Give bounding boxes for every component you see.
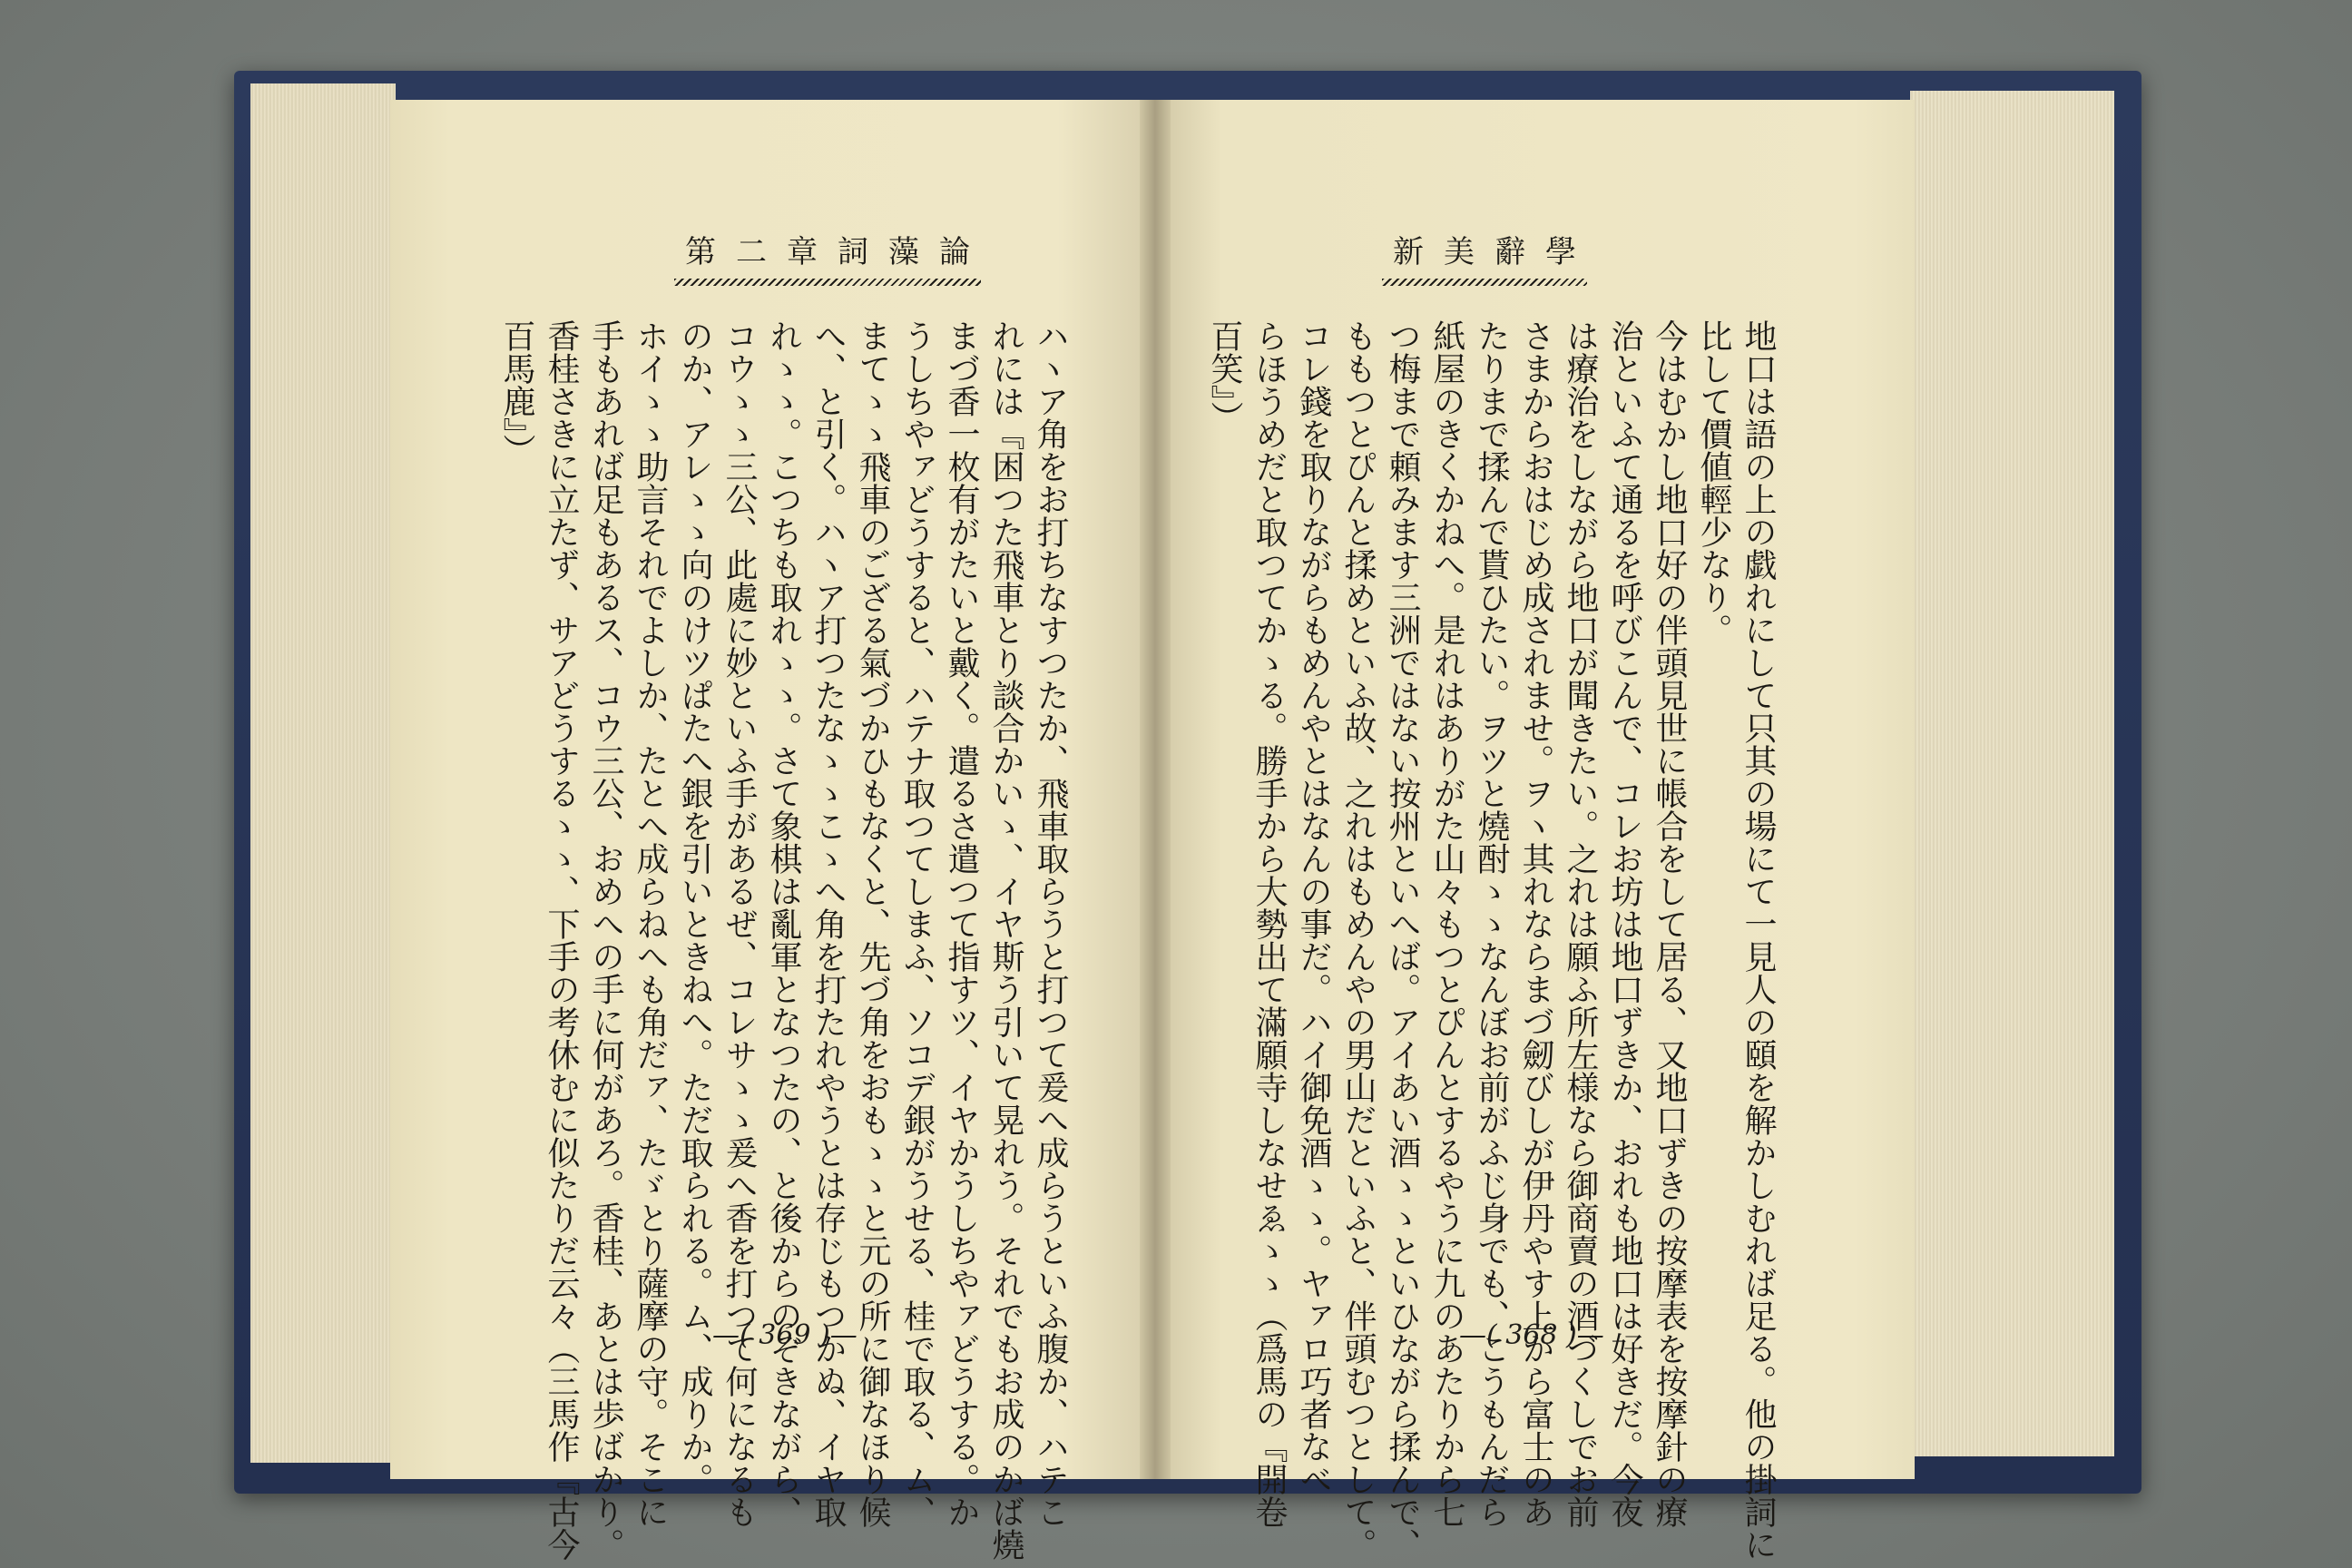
text-line: 紙屋のきくかねへ。是れはありがた山々もつとぴんとするやうに九のあたりから七 bbox=[1428, 319, 1465, 1528]
text-line: ホイゝゝ助言それでよしか、たとへ成らねへも角だァ、たゞとり薩摩の守。そこに bbox=[632, 319, 669, 1528]
page-number-right: —( 368 )— bbox=[1459, 1319, 1604, 1351]
text-line: れゝゝ。こつちも取れゝゝ。さて象棋は亂軍となつたの、と後からのぞきながら、 bbox=[765, 319, 802, 1528]
text-line: うしちやァどうすると、ハテナ取つてしまふ、ソコデ銀がうせる、桂で取る、ム、 bbox=[898, 319, 936, 1528]
text-line: まてゝゝ飛車のござる氣づかひもなくと、先づ角をおもゝゝと元の所に御なほり候 bbox=[854, 319, 891, 1528]
text-line: コウゝゝ三公、此處に妙といふ手があるぜ、コレサゝゝ爰へ香を打つて何になるも bbox=[720, 319, 758, 1528]
text-line: 百馬鹿』） bbox=[498, 319, 535, 466]
text-line: らほうめだと取つてかゝる。勝手から大勢出て滿願寺しなせゑゝゝ（爲馬の『開卷 bbox=[1250, 319, 1288, 1528]
text-line: さまからおはじめ成されませ。ヲヽ其れならまづ劒びしが伊丹やす上から富士のあ bbox=[1517, 319, 1554, 1528]
text-line: コレ錢を取りながらもめんやとはなんの事だ。ハイ御免酒ゝゝ。ヤァロ巧者なべ bbox=[1295, 319, 1332, 1495]
text-line: ハヽア角をお打ちなすつたか、飛車取らうと打つて爰へ成らうといふ腹か、ハテこ bbox=[1032, 319, 1069, 1528]
left-page-text bbox=[495, 319, 1073, 1561]
text-line: ももつとぴんと揉めといふ故、之れはもめんやの男山だといふと、伴頭むつとして。 bbox=[1339, 319, 1377, 1561]
text-line: まづ香一枚有がたいと戴く。遣るさ遣つて指すツ、イヤかうしちやァどうする。か bbox=[943, 319, 980, 1528]
page-edges-right bbox=[1910, 91, 2114, 1456]
text-line: 香桂さきに立たず、サアどうするゝゝ、下手の考休むに似たりだ云々（三馬作『古今 bbox=[543, 319, 580, 1561]
text-line: れには『困つた飛車とり談合かいゝ、イヤ斯う引いて晃れう。それでもお成のかば燒 bbox=[987, 319, 1024, 1561]
text-line: 比して價値輕少なり。 bbox=[1695, 319, 1732, 646]
text-line: つ梅まで頼みます三洲ではない按州といへば。アイあい酒ゝゝといひながら揉んで、 bbox=[1384, 319, 1421, 1561]
text-line: 地口は語の上の戯れにして只其の場にて一見人の頤を解かしむれば足る。他の掛詞に bbox=[1740, 319, 1777, 1561]
text-line: 百笑』） bbox=[1206, 319, 1243, 434]
text-line: のか、アレゝゝ向のけツぱたへ銀を引いときねへ。ただ取られる。ム、成りか。 bbox=[676, 319, 713, 1495]
text-line: 手もあれば足もあるス、コウ三公、おめへの手に何があろ。香桂、あとは歩ばかり。 bbox=[587, 319, 624, 1561]
text-line: 治といふて通るを呼びこんで、コレお坊は地口ずきか、おれも地口は好きだ。今夜 bbox=[1606, 319, 1643, 1528]
page-number-left: —( 369 )— bbox=[712, 1319, 858, 1351]
text-line: へ、と引く。ハヽア打つたなゝゝこゝへ角を打たれやうとは存じもつかぬ、イヤ取 bbox=[809, 319, 847, 1528]
text-line: たりまで揉んで貰ひたい。ヲツと燒酎ゝゝなんぼお前がふじ身でも、こうもんだら bbox=[1473, 319, 1510, 1528]
running-header-right: 新美辭學 bbox=[1393, 227, 1596, 280]
text-line: は療治をしながら地口が聞きたい。之れは願ふ所左様なら御商賣の酒づくしでお前 bbox=[1562, 319, 1599, 1528]
book-gutter bbox=[1140, 100, 1171, 1479]
running-header-left: 第二章詞藻論 bbox=[685, 227, 990, 280]
text-line: 今はむかし地口好の伴頭見世に帳合をして居る、又地口ずきの按摩表を按摩針の療 bbox=[1651, 319, 1688, 1528]
page-edges-left bbox=[250, 83, 396, 1463]
right-page-text bbox=[1202, 319, 1780, 1561]
